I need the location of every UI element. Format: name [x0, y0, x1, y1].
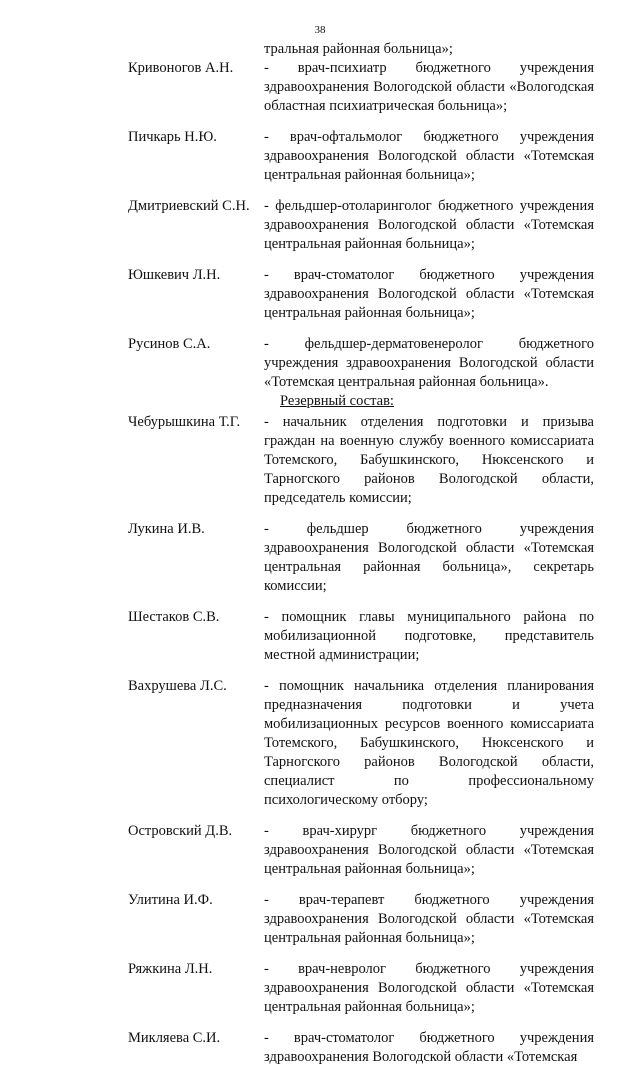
member-row — [0, 891, 640, 960]
member-list — [0, 59, 640, 1079]
member-name: Пичкарь Н.Ю. — [128, 129, 217, 145]
member-row — [0, 520, 640, 608]
member-row — [0, 128, 640, 197]
member-role: - врач-офтальмолог бюджетного учреждения здравоохранения Вологодской области «Тотемская центральная районная больница»; — [264, 129, 594, 183]
member-row — [0, 608, 640, 677]
member-name: Микляева С.И. — [128, 1030, 221, 1046]
member-name: Улитина И.Ф. — [128, 892, 213, 908]
reserve-section-title: Резервный состав: — [280, 393, 394, 409]
member-role: - помощник главы муниципального района по мобилизационной подготовке, представитель местной администрации; — [264, 609, 594, 663]
member-role: - помощник начальника отделения планирования предназначения подготовки и учета мобилизационных ресурсов военного комиссариата Тотемского, Бабушкинского, Нюксенского и Тарногского районов Вологодской области, специалист по профессиональному психологическому отбору; — [264, 678, 594, 808]
page-number: 38 — [314, 24, 326, 36]
member-role: - врач-стоматолог бюджетного учреждения здравоохранения Вологодской области «Тотемская центральная районная больница»; — [264, 267, 594, 321]
member-name: Лукина И.В. — [128, 521, 205, 537]
continuation-text: тральная районная больница»; — [264, 41, 453, 57]
member-role: - врач-терапевт бюджетного учреждения здравоохранения Вологодской области «Тотемская центральная районная больница»; — [264, 892, 594, 946]
member-role: - врач-психиатр бюджетного учреждения здравоохранения Вологодской области «Вологодская областная психиатрическая больница»; — [264, 60, 594, 114]
member-row — [0, 413, 640, 520]
member-row — [0, 197, 640, 266]
member-role: - фельдшер-дерматовенеролог бюджетного учреждения здравоохранения Вологодской области «Тотемская центральная районная больница». — [264, 336, 594, 390]
member-role: - фельдшер-отоларинголог бюджетного учреждения здравоохранения Вологодской области «Тотемская центральная районная больница»; — [264, 198, 594, 252]
member-row — [0, 59, 640, 128]
member-row — [0, 1029, 640, 1079]
member-role: - врач-невролог бюджетного учреждения здравоохранения Вологодской области «Тотемская центральная районная больница»; — [264, 961, 594, 1015]
member-name: Чебурышкина Т.Г. — [128, 414, 241, 430]
member-row — [0, 266, 640, 335]
member-role: - врач-хирург бюджетного учреждения здравоохранения Вологодской области «Тотемская центральная районная больница»; — [264, 823, 594, 877]
member-row — [0, 677, 640, 822]
member-name: Островский Д.В. — [128, 823, 233, 839]
member-name: Юшкевич Л.Н. — [128, 267, 221, 283]
member-name: Вахрушева Л.С. — [128, 678, 227, 694]
member-row — [0, 335, 640, 404]
member-name: Кривоногов А.Н. — [128, 60, 234, 76]
member-name: Шестаков С.В. — [128, 609, 220, 625]
member-role: - врач-стоматолог бюджетного учреждения здравоохранения Вологодской области «Тотемская — [264, 1030, 594, 1065]
member-row — [0, 960, 640, 1029]
member-role: - фельдшер бюджетного учреждения здравоохранения Вологодской области «Тотемская центральная районная больница», секретарь комиссии; — [264, 521, 594, 594]
member-name: Русинов С.А. — [128, 336, 211, 352]
member-name: Дмитриевский С.Н. — [128, 198, 250, 214]
member-row — [0, 822, 640, 891]
member-role: - начальник отделения подготовки и призыва граждан на военную службу военного комиссариата Тотемского, Бабушкинского, Нюксенского и Тарногского районов Вологодской области, председатель комиссии; — [264, 414, 594, 506]
member-name: Ряжкина Л.Н. — [128, 961, 213, 977]
